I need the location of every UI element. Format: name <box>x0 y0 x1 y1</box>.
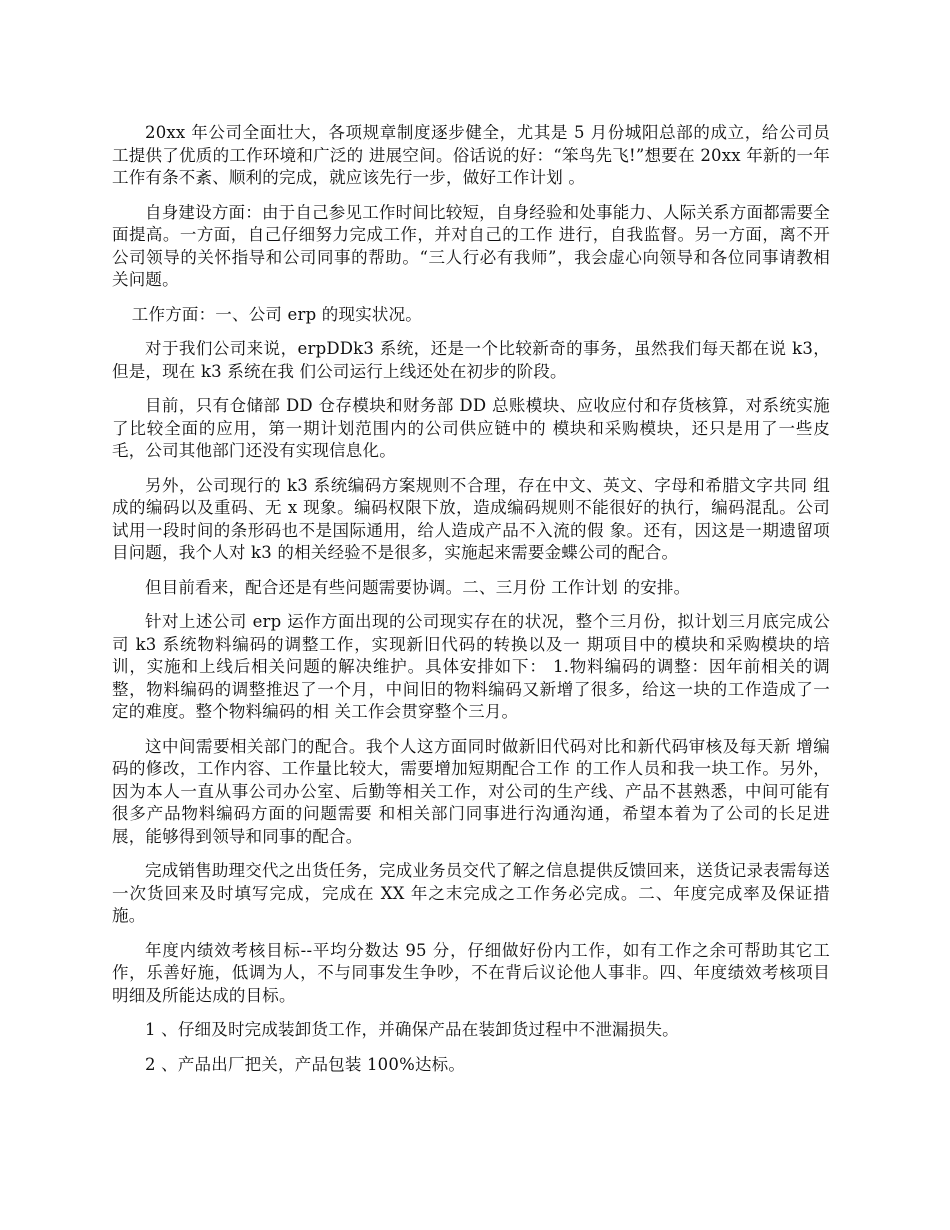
paragraph-coordination: 但目前看来，配合还是有些问题需要协调。二、三月份 工作计划 的安排。 <box>145 577 691 597</box>
paragraph-work-heading: 工作方面：一、公司 erp 的现实状况。 <box>131 304 423 324</box>
paragraph-erp-status: 对于我们公司来说，erpDDk3 系统，还是一个比较新奇的事务，虽然我们每天都在说 k3，但是，现在 k3 系统在我 们公司运行上线还处在初步的阶段。 <box>112 339 830 381</box>
paragraph-sales-assistant: 完成销售助理交代之出货任务，完成业务员交代了解之信息提供反馈回来，送货记录表需每送一次货回来及时填写完成，完成在 XX 年之末完成之工作务必完成。二、年度完成率及保证措施。 <box>112 861 830 925</box>
paragraph-current-modules: 目前，只有仓储部 DD 仓存模块和财务部 DD 总账模块、应收应付和存货核算，对系统实施了比较全面的应用，第一期计划范围内的公司供应链中的 模块和采购模块，还只是用了一些皮毛，公司其他部门还没有实现信息化。 <box>112 396 830 460</box>
paragraph-self-development: 自身建设方面：由于自己参见工作时间比较短，自身经验和处事能力、人际关系方面都需要全面提高。一方面，自己仔细努力完成工作，并对自己的工作 进行，自我监督。另一方面，离不开公司领导的关怀指导和公司同事的帮助。“三人行必有我师”，我会虚心向领导和各位同事请教相关问题。 <box>112 202 830 289</box>
document-page <box>112 122 830 1088</box>
list-item-2: 2 、产品出厂把关，产品包装 100%达标。 <box>145 1054 466 1074</box>
paragraph-department-cooperation: 这中间需要相关部门的配合。我个人这方面同时做新旧代码对比和新代码审核及每天新 增编码的修改，工作内容、工作量比较大，需要增加短期配合工作 的工作人员和我一块工作。另外，因为本人一直从事公司办公室、后勤等相关工作，对公司的生产线、产品不甚熟悉，中间可能有很多产品物料编码方面的问题需要 和相关部门同事进行沟通沟通，希望本着为了公司的长足进展，能够得到领导和同事的配合。 <box>112 736 830 846</box>
paragraph-performance-target: 年度内绩效考核目标--平均分数达 95 分，仔细做好份内工作，如有工作之余可帮助其它工作，乐善好施，低调为人，不与同事发生争吵，不在背后议论他人事非。四、年度绩效考核项目明细及所能达成的目标。 <box>112 940 830 1005</box>
paragraph-intro: 20xx 年公司全面壮大，各项规章制度逐步健全，尤其是 5 月份城阳总部的成立，给公司员工提供了优质的工作环境和广泛的 进展空间。俗话说的好：“笨鸟先飞!”想要在 20xx 年新的一年工作有条不紊、顺利的完成，就应该先行一步，做好工作计划 。 <box>112 123 830 187</box>
paragraph-march-plan: 针对上述公司 erp 运作方面出现的公司现实存在的状况，整个三月份，拟计划三月底完成公司 k3 系统物料编码的调整工作，实现新旧代码的转换以及一 期项目中的模块和采购模块的培训，实施和上线后相关问题的解决维护。具体安排如下： 1.物料编码的调整：因年前相关的调整，物料编码的调整推迟了一个月，中间旧的物料编码又新增了很多，给这一块的工作造成了一定的难度。整个物料编码的相 关工作会贯穿整个三月。 <box>112 612 830 721</box>
list-item-1: 1 、仔细及时完成装卸货工作，并确保产品在装卸货过程中不泄漏损失。 <box>145 1020 679 1039</box>
paragraph-coding-issues: 另外，公司现行的 k3 系统编码方案规则不合理，存在中文、英文、字母和希腊文字共同 组成的编码以及重码、无 x 现象。编码权限下放，造成编码规则不能很好的执行，编码混乱。公司试用一段时间的条形码也不是国际通用，给人造成产品不入流的假 象。还有，因这是一期遗留项目问题，我个人对 k3 的相关经验不是很多，实施起来需要金蝶公司的配合。 <box>112 475 830 562</box>
